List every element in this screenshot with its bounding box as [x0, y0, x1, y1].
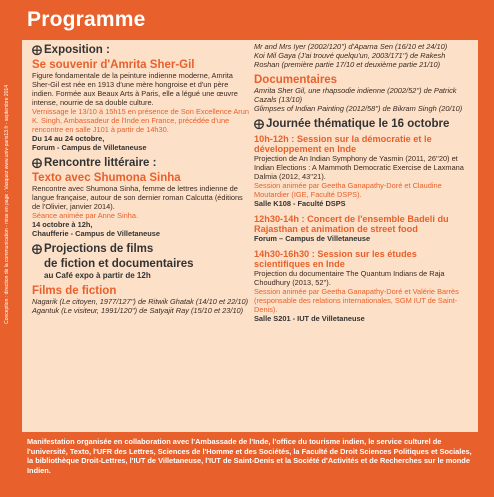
expo-heading: ⨁ Exposition :	[32, 44, 110, 56]
session-place: Salle S201 - IUT de Villetaneuse	[254, 314, 365, 323]
session-note: Session animée par Geetha Ganapathy-Doré et Claudine Moutardier (IGE, Faculté DSPS).	[254, 181, 442, 199]
session-title: 12h30-14h : Concert de l'ensemble Badeli du Rajasthan et animation de street food	[254, 214, 449, 234]
side-credit	[4, 85, 12, 415]
session-place: Salle K108 - Faculté DSPS	[254, 199, 346, 208]
rencontre-description: Rencontre avec Shumona Sinha, femme de lettres indienne de langue française, autour de son dernier roman Calcutta (éditions de l'Olivier, janvier 2014).	[32, 184, 243, 211]
session-title: 10h-12h : Session sur la démocratie et le développement en Inde	[254, 134, 432, 154]
right-column	[254, 42, 472, 323]
projections-heading: ⨁ Projections de films	[32, 243, 154, 255]
session-note: Session animée par Geetha Ganapathy-Doré et Valérie Barrès (responsable des relations internationales, SGM IUT de Saint-Denis).	[254, 287, 459, 314]
rencontre-title: Texto avec Shumona Sinha	[32, 172, 181, 184]
cross-circle-icon: ⨁	[32, 45, 42, 56]
expo-place: Forum - Campus de Villetaneuse	[32, 143, 147, 152]
film-item: Nagarik (Le citoyen, 1977/127'') de Ritwik Ghatak (14/10 et 22/10)	[32, 297, 249, 306]
session-description: Projection du documentaire The Quantum Indians de Raja Choudhury (2013, 52'').	[254, 269, 445, 287]
left-column	[32, 42, 250, 315]
journee-heading: ⨁ Journée thématique le 16 octobre	[254, 118, 450, 130]
rencontre-place: Chaufferie - Campus de Villetaneuse	[32, 229, 161, 238]
doc-item: Amrita Sher Gil, une rhapsodie indienne (2002/52'') de Patrick Cazals (13/10)	[254, 86, 457, 104]
doc-item: Glimpses of Indian Painting (2012/58'') de Bikram Singh (20/10)	[254, 104, 463, 113]
rencontre-heading: ⨁ Rencontre littéraire :	[32, 157, 157, 169]
film-item: Agantuk (Le visiteur, 1991/120'') de Satyajit Ray (15/10 et 23/10)	[32, 306, 244, 315]
fiction-title: Films de fiction	[32, 285, 117, 297]
docs-title: Documentaires	[254, 74, 338, 86]
rencontre-note: Séance animée par Anne Sinha.	[32, 211, 139, 220]
projections-subheading: au Café expo à partir de 12h	[44, 271, 151, 280]
session-place: Forum – Campus de Villetaneuse	[254, 234, 371, 243]
projections-heading-2: de fiction et documentaires	[44, 258, 194, 270]
session-title: 14h30-16h30 : Session sur les études scientifiques en Inde	[254, 249, 417, 269]
expo-vernissage: Vernissage le 13/10 à 15h15 en présence de Son Excellence Arun K. Singh, Ambassadeur de l'Inde en France, précédée d'une rencontre en salle J101 à partir de 14h30.	[32, 107, 249, 134]
cross-circle-icon: ⨁	[32, 244, 42, 255]
cross-circle-icon: ⨁	[254, 119, 264, 130]
expo-description: Figure fondamentale de la peinture indienne moderne, Amrita Sher-Gil est née en 1913 d'une mère hongroise et d'un père indien. Formée aux Beaux Arts à Paris, elle a légué une œuvre intense, nourrie de sa double culture.	[32, 71, 238, 107]
footer-credits: Manifestation organisée en collaboration avec l'Ambassade de l'Inde, l'office du tourisme indien, le service culturel de l'université, Texto, l'UFR des Lettres, Sciences de l'Homme et des Sociétés, la Faculté de Droit Sciences Politiques et Sociales, la bibliothèque Droit-Lettres, l'IUT de Villetaneuse, l'IUT de Saint-Denis et la Société d'Activités et de Recherches sur le monde Indien.	[27, 437, 472, 475]
film-item: Koi Mil Gaya (J'ai trouvé quelqu'un, 2003/171'') de Rakesh Roshan (première partie 17/10 et deuxième partie 21/10)	[254, 51, 446, 69]
expo-dates: Du 14 au 24 octobre,	[32, 134, 105, 143]
programme-card	[22, 40, 478, 432]
cross-circle-icon: ⨁	[32, 158, 42, 169]
session-description: Projection de An Indian Symphony de Yasmin (2011, 26''20) et Indian Elections : A Mammoth Democratic Exercise de Laxmana Dalmia (2012, 43''21).	[254, 154, 464, 181]
page-title: Programme	[27, 8, 146, 31]
expo-title: Se souvenir d'Amrita Sher-Gil	[32, 59, 195, 71]
side-credit-text: Conception : direction de la communication - mise en page : Vasquez www.univ-paris13.fr - septembre 2014	[4, 85, 10, 324]
rencontre-date: 14 octobre à 12h,	[32, 220, 93, 229]
film-item: Mr and Mrs Iyer (2002/120'') d'Aparna Sen (16/10 et 24/10)	[254, 42, 448, 51]
